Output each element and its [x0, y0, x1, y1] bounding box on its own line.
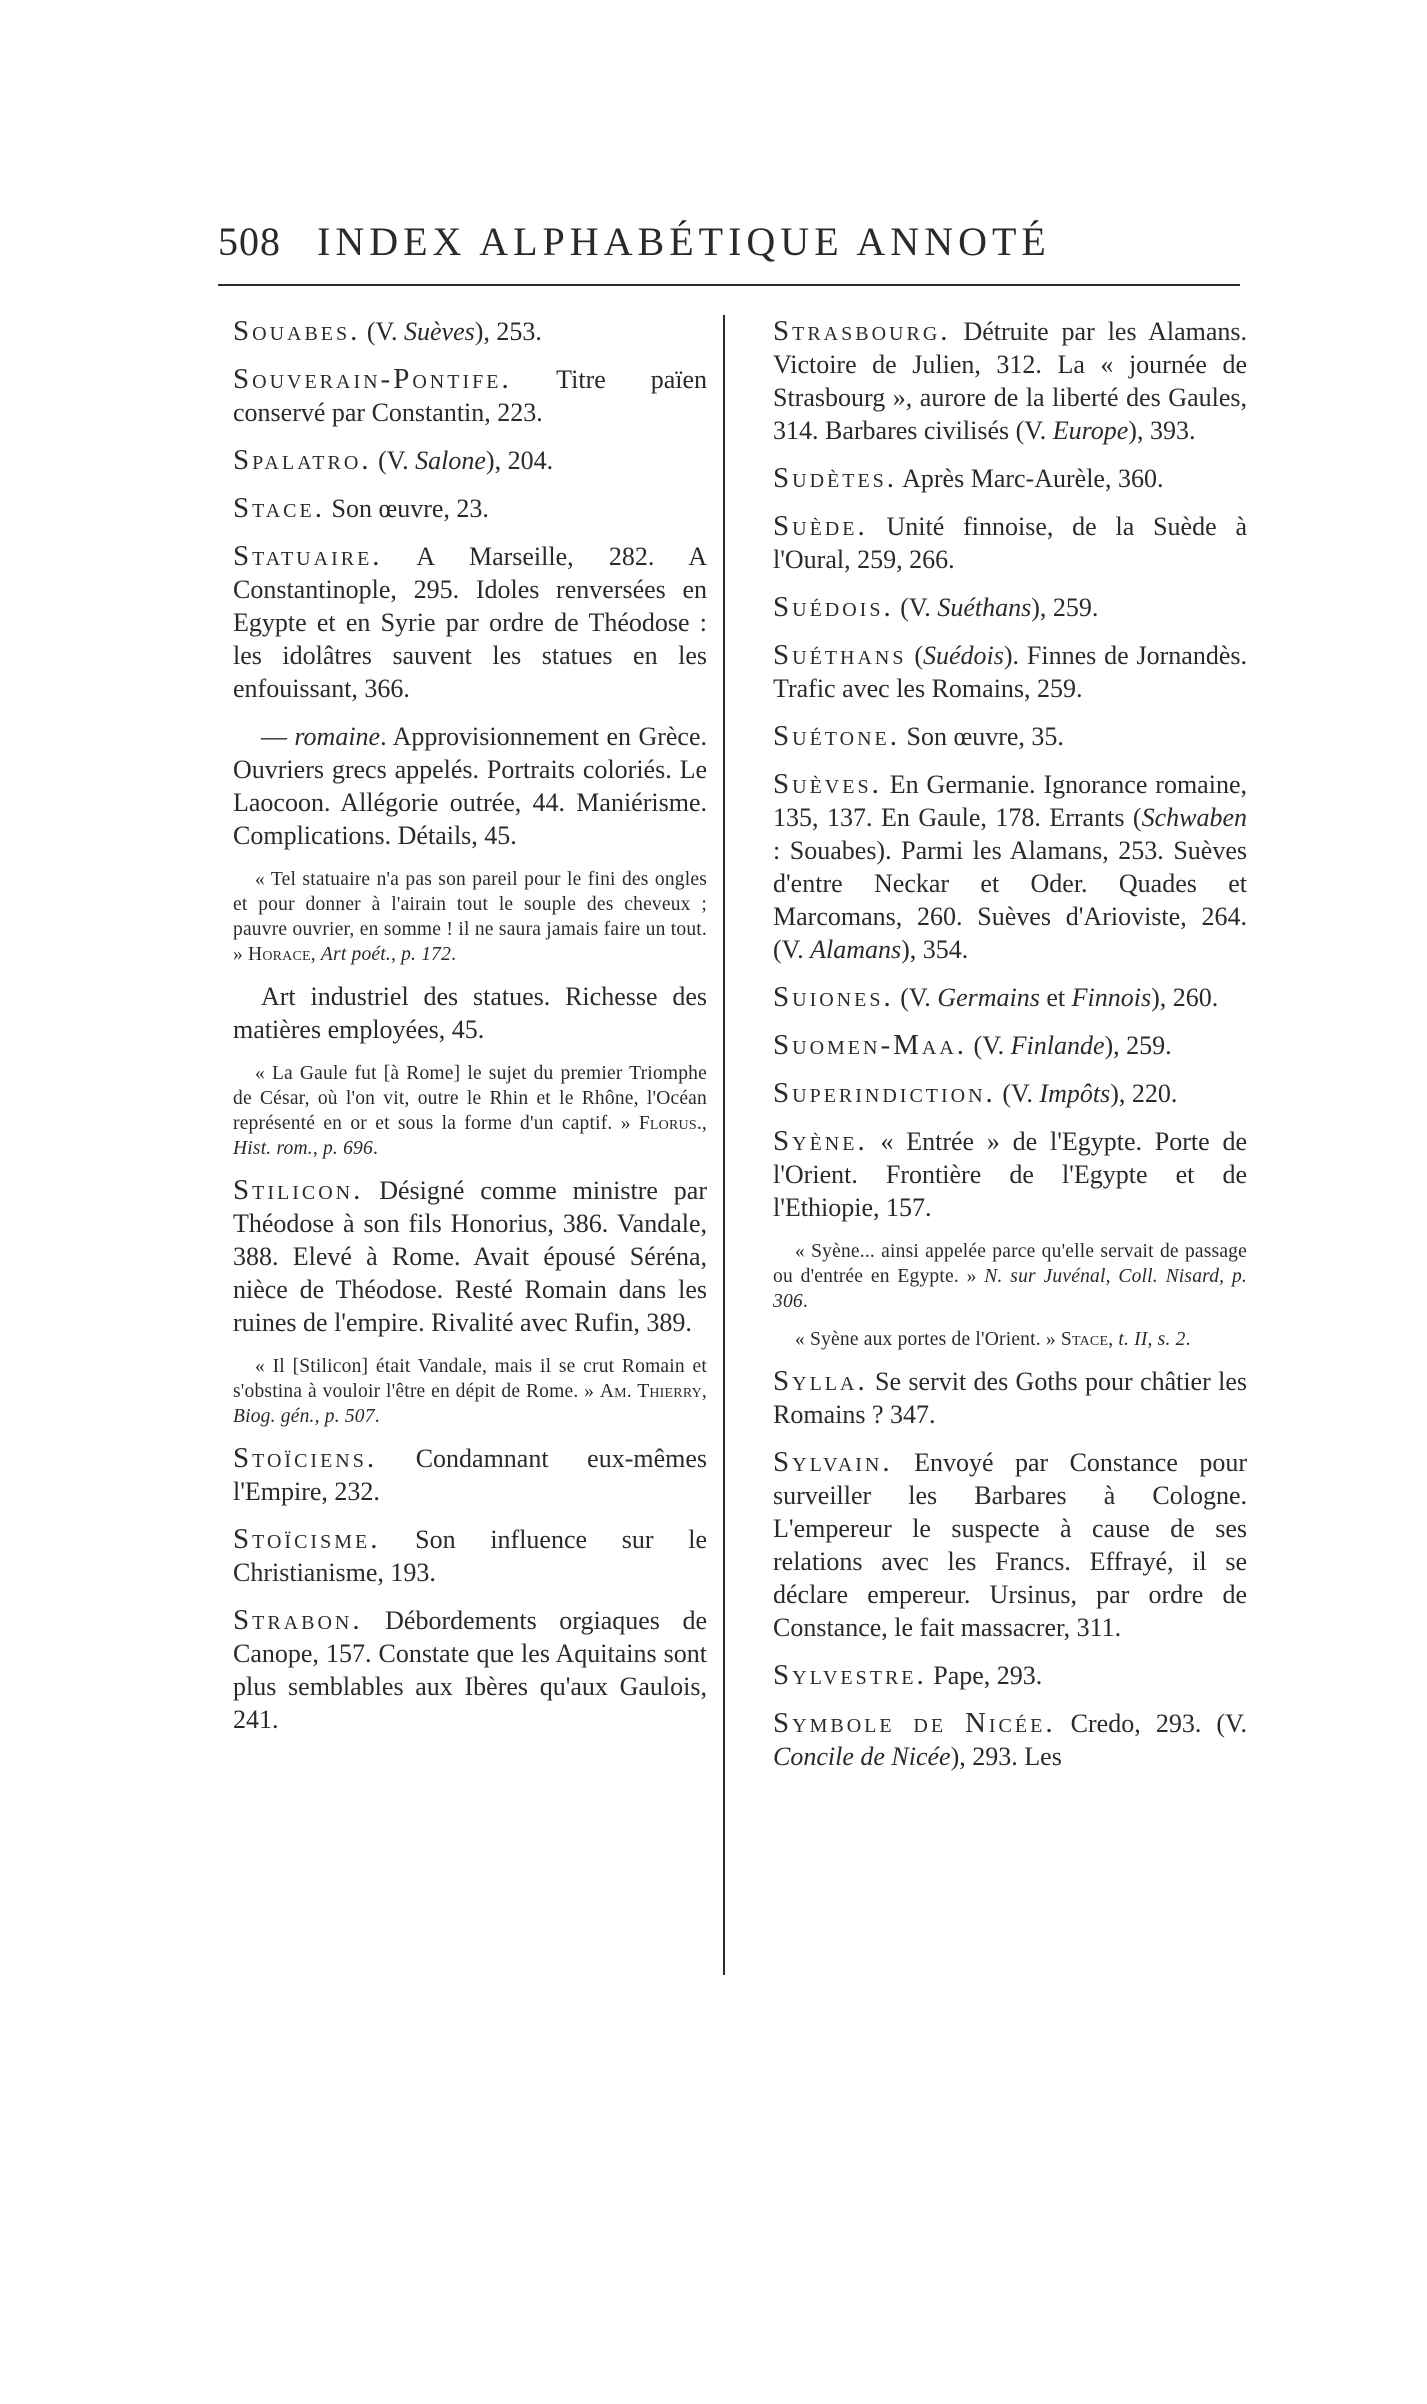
quote-author: Am. Thierry: [599, 1381, 702, 1402]
right-column: [773, 315, 1247, 1788]
entry-head: Spalatro.: [233, 444, 372, 476]
quote-end: .: [451, 944, 457, 965]
entry-text: (V.: [360, 317, 404, 346]
quote-source: t. II, s. 2: [1118, 1329, 1186, 1350]
entry-head: Strasbourg.: [773, 315, 951, 347]
entry-stoiciens: [233, 1442, 707, 1508]
cross-reference: Impôts: [1039, 1079, 1111, 1108]
entry-text: (V.: [893, 593, 938, 622]
entry-sylvestre: [773, 1659, 1247, 1692]
entry-head: Souabes.: [233, 315, 361, 347]
entry-head: Sylla.: [773, 1365, 868, 1397]
entry-head: Suédois.: [773, 591, 894, 623]
cross-reference: Salone: [415, 446, 486, 475]
entry-text: Son œuvre, 23.: [325, 494, 489, 523]
subentry-dash: —: [261, 722, 295, 751]
entry-suethans: [773, 639, 1247, 705]
entry-text: et: [1039, 983, 1072, 1012]
cross-reference: Finlande: [1010, 1031, 1105, 1060]
entry-head: Suétone.: [773, 720, 900, 752]
quote-end: .: [1185, 1329, 1191, 1350]
entry-head: Stoïcisme.: [233, 1523, 381, 1555]
italic-term: Schwaben: [1141, 803, 1247, 832]
cross-reference: Alamans: [810, 935, 902, 964]
entry-superindiction: [773, 1077, 1247, 1110]
entry-text: (V.: [893, 983, 938, 1012]
quote-source: Biog. gén., p. 507: [233, 1406, 375, 1427]
entry-text: : Souabes). Parmi les Alamans, 253. Suèves d'entre Neckar et Oder. Quades et Marcomans, 260. Suèves d'Arioviste, 264. (V.: [773, 836, 1247, 964]
entry-text: Condamnant eux-mêmes l'Empire, 232.: [233, 1444, 707, 1506]
entry-text: Son œuvre, 35.: [900, 722, 1064, 751]
entry-text: ), 259.: [1104, 1031, 1172, 1060]
entry-text: (V.: [995, 1079, 1040, 1108]
entry-souverain-pontife: [233, 363, 707, 429]
quote-thierry: [233, 1354, 707, 1429]
page-number: 508: [218, 219, 281, 264]
quote-text: « Il [Stilicon] était Vandale, mais il se crut Romain et s'obstina à vouloir l'être en dépit de Rome. »: [233, 1356, 707, 1402]
entry-text: Détruite par les Alamans. Victoire de Julien, 312. La « journée de Strasbourg », aurore de la liberté des Gaules, 314. Barbares civilisés (V.: [773, 317, 1247, 445]
column-divider: [723, 315, 725, 1975]
quote-text: « Syène... ainsi appelée parce qu'elle servait de passage ou d'entrée en Egypte. »: [773, 1241, 1247, 1287]
entry-head: Stace.: [233, 492, 325, 524]
entry-text: ), 220.: [1110, 1079, 1178, 1108]
page-title: INDEX ALPHABÉTIQUE ANNOTÉ: [317, 219, 1051, 264]
subentry-romaine: [233, 720, 707, 852]
entry-text: . Approvisionnement en Grèce. Ouvriers grecs appelés. Portraits coloriés. Le Laocoon. Allégorie outrée, 44. Maniérisme. Complications. Détails, 45.: [233, 722, 708, 850]
quote-horace: [233, 867, 707, 967]
header-rule: [218, 284, 1240, 286]
entry-head: Sudètes.: [773, 462, 898, 494]
quote-source: N. sur Juvénal, Coll. Nisard, p. 306: [773, 1266, 1247, 1312]
entry-text: Pape, 293.: [926, 1661, 1043, 1690]
entry-head: Sylvain.: [773, 1446, 893, 1478]
entry-head: Suède.: [773, 510, 868, 542]
cross-reference: Germains: [937, 983, 1040, 1012]
left-column: [233, 315, 707, 1751]
quote-author: Stace: [1060, 1329, 1109, 1350]
entry-head: Suomen-Maa.: [773, 1029, 968, 1061]
cross-reference: Suèves: [403, 317, 475, 346]
entry-text: ), 393.: [1128, 416, 1196, 445]
entry-text: Après Marc-Aurèle, 360.: [897, 464, 1164, 493]
entry-text: Credo, 293. (V.: [1055, 1709, 1248, 1738]
entry-text: Titre païen conservé par Constantin, 223.: [233, 365, 707, 427]
entry-text: « Entrée » de l'Egypte. Porte de l'Orient. Frontière de l'Egypte et de l'Ethiopie, 157.: [773, 1127, 1247, 1222]
entry-statuaire: [233, 540, 707, 705]
entry-head: Superindiction.: [773, 1077, 996, 1109]
entry-text: Se servit des Goths pour châtier les Romains ? 347.: [773, 1367, 1247, 1429]
entry-suomen-maa: [773, 1029, 1247, 1062]
entry-text: (V.: [967, 1031, 1011, 1060]
entry-text: Désigné comme ministre par Théodose à son fils Honorius, 386. Vandale, 388. Elevé à Rome. Avait épousé Séréna, nièce de Théodose. Resté Romain dans les ruines de l'empire. Rivalité avec Rufin, 389.: [233, 1176, 707, 1337]
entry-head: Syène.: [773, 1125, 868, 1157]
entry-symbole-de-nicee: [773, 1707, 1247, 1773]
cross-reference: Finnois: [1071, 983, 1152, 1012]
entry-head: Strabon.: [233, 1604, 363, 1636]
cross-reference: Suédois: [923, 641, 1004, 670]
subentry-art-industriel: [233, 980, 707, 1046]
quote-sep: ,: [310, 944, 321, 965]
cross-reference: Europe: [1052, 416, 1129, 445]
entry-text: Débordements orgiaques de Canope, 157. Constate que les Aquitains sont plus semblables aux Ibères qu'aux Gaulois, 241.: [233, 1606, 707, 1734]
quote-text: « Syène aux portes de l'Orient. »: [795, 1329, 1061, 1350]
cross-reference: Suéthans: [937, 593, 1032, 622]
entry-text: (: [906, 641, 923, 670]
entry-stoicisme: [233, 1523, 707, 1589]
subentry-head: romaine: [294, 722, 381, 751]
quote-source: Art poét., p. 172: [320, 944, 452, 965]
entry-text: Art industriel des statues. Richesse des matières employées, 45.: [233, 982, 707, 1044]
entry-strasbourg: [773, 315, 1247, 447]
entry-strabon: [233, 1604, 707, 1736]
entry-souabes: [233, 315, 707, 348]
quote-end: .: [374, 1406, 380, 1427]
quote-author: Florus: [638, 1113, 697, 1134]
quote-text: « La Gaule fut [à Rome] le sujet du premier Triomphe de César, où l'on vit, outre le Rhin et le Rhône, l'Océan représenté en or et sous la forme d'un captif. »: [233, 1063, 707, 1134]
entry-head: Suèves.: [773, 768, 882, 800]
entry-stilicon: [233, 1174, 707, 1339]
entry-head: Stoïciens.: [233, 1442, 378, 1474]
entry-text: A Marseille, 282. A Constantinople, 295. Idoles renversées en Egypte et en Syrie par ordre de Théodose : les idolâtres sauvent les statues en les enfouissant, 366.: [233, 542, 707, 703]
entry-text: En Germanie. Ignorance romaine, 135, 137. En Gaule, 178. Errants (: [773, 770, 1247, 832]
entry-text: Son influence sur le Christianisme, 193.: [233, 1525, 707, 1587]
cross-reference: Concile de Nicée: [773, 1742, 951, 1771]
running-head: [218, 218, 1238, 265]
entry-text: ), 259.: [1031, 593, 1099, 622]
entry-text: ). Finnes de Jornandès. Trafic avec les Romains, 259.: [773, 641, 1247, 703]
entry-head: Sylvestre.: [773, 1659, 927, 1691]
entry-sudetes: [773, 462, 1247, 495]
entry-syene: [773, 1125, 1247, 1224]
quote-author: Horace: [248, 944, 311, 965]
entry-head: Suéthans: [773, 639, 907, 671]
entry-suedois: [773, 591, 1247, 624]
entry-text: Envoyé par Constance pour surveiller les Barbares à Cologne. L'empereur le suspecte à cause de ses relations avec les Francs. Effrayé, il se déclare empereur. Ursinus, par ordre de Constance, le fait massacrer, 311.: [773, 1448, 1247, 1642]
entry-suiones: [773, 981, 1247, 1014]
entry-text: ), 204.: [485, 446, 554, 475]
entry-text: ), 293. Les: [950, 1742, 1062, 1771]
entry-head: Stilicon.: [233, 1174, 364, 1206]
quote-sep: .,: [696, 1113, 707, 1134]
quote-source: Hist. rom., p. 696: [233, 1138, 373, 1159]
entry-suede: [773, 510, 1247, 576]
entry-text: ), 253.: [474, 317, 542, 346]
entry-head: Symbole de Nicée.: [773, 1707, 1056, 1739]
quote-sep: ,: [1108, 1329, 1119, 1350]
entry-sylvain: [773, 1446, 1247, 1644]
entry-suetone: [773, 720, 1247, 753]
entry-head: Suiones.: [773, 981, 894, 1013]
quote-text: « Tel statuaire n'a pas son pareil pour le fini des ongles et pour donner à l'airain tout le souple des cheveux ; pauvre ouvrier, en somme ! il ne saura jamais faire un tout. »: [233, 869, 707, 965]
entry-head: Souverain-Pontife.: [233, 363, 512, 395]
entry-stace: [233, 492, 707, 525]
quote-florus: [233, 1061, 707, 1161]
quote-sep: ,: [701, 1381, 707, 1402]
entry-sylla: [773, 1365, 1247, 1431]
entry-text: Unité finnoise, de la Suède à l'Oural, 259, 266.: [773, 512, 1247, 574]
entry-text: (V.: [371, 446, 416, 475]
entry-text: ), 260.: [1151, 983, 1219, 1012]
quote-juvenal: [773, 1239, 1247, 1314]
quote-stace: [773, 1327, 1247, 1352]
entry-sueves: [773, 768, 1247, 966]
entry-text: ), 354.: [901, 935, 969, 964]
quote-end: .: [372, 1138, 379, 1159]
entry-spalatro: [233, 444, 707, 477]
quote-end: .: [802, 1291, 808, 1312]
entry-head: Statuaire.: [233, 540, 383, 572]
